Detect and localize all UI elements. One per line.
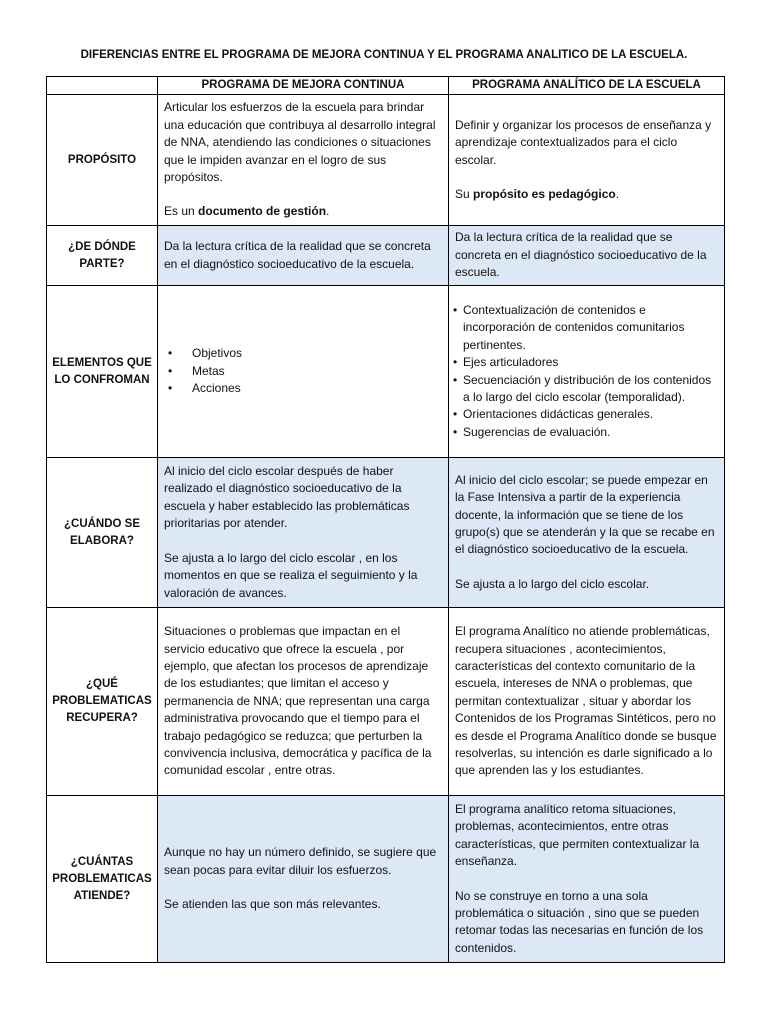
elementos-pa-list [455, 302, 718, 441]
list-item: • Objetivos [168, 345, 442, 362]
row-proposito [47, 95, 725, 226]
proposito-pa-note: Su propósito es pedagógico. [455, 186, 620, 201]
row-elementos [47, 286, 725, 458]
empty-header-cell [47, 77, 158, 95]
cell-elementos-pmc [158, 286, 449, 458]
cell-cuando-pa [449, 458, 725, 608]
cuando-pa-text: Al inicio del ciclo escolar; se puede empezar en la Fase Intensiva a partir de la experiencia docente, la información que se tiene de los grupo(s) que se atenderán y la que se recabe en el diagnóstico socioeducativo de la escuela. [455, 472, 715, 557]
cell-proposito-pa [449, 95, 725, 226]
row-label-proposito: PROPÓSITO [47, 95, 158, 226]
cuantas-pmc-note: Se atienden las que son más relevantes. [164, 897, 381, 912]
row-cuando [47, 458, 725, 608]
cuantas-pa-note: No se construye en torno a una sola problemática o situación , sino que se pueden retomar todas las necesarias en función de los contenidos. [455, 888, 704, 955]
cuando-pa-note: Se ajusta a lo largo del ciclo escolar. [455, 576, 650, 591]
proposito-pa-text: Definir y organizar los procesos de enseñanza y aprendizaje contextualizados para el ciclo escolar. [455, 117, 712, 167]
header-programa-analitico: PROGRAMA ANALÍTICO DE LA ESCUELA [449, 77, 725, 95]
list-item: • Secuenciación y distribución de los contenidos a lo largo del ciclo escolar (temporalidad). [455, 372, 718, 407]
row-label-cuando: ¿CUÁNDO SE ELABORA? [47, 458, 158, 608]
cell-cuantas-pa [449, 796, 725, 963]
comparison-table [46, 76, 725, 963]
row-donde-parte [47, 226, 725, 286]
list-item: • Sugerencias de evaluación. [455, 424, 718, 441]
row-label-donde-parte: ¿DE DÓNDE PARTE? [47, 226, 158, 286]
cell-donde-pa: Da la lectura crítica de la realidad que se concreta en el diagnóstico socioeducativo de la escuela. [449, 226, 725, 286]
header-mejora-continua: PROGRAMA DE MEJORA CONTINUA [158, 77, 449, 95]
cell-elementos-pa [449, 286, 725, 458]
list-item: • Ejes articuladores [455, 354, 718, 371]
cuando-pmc-note: Se ajusta a lo largo del ciclo escolar , en los momentos en que se realiza el seguimiento y la valoración de avances. [164, 550, 418, 600]
cell-problematicas-pmc: Situaciones o problemas que impactan en el servicio educativo que ofrece la escuela , por ejemplo, que afectan los procesos de aprendizaje de los estudiantes; que limitan el acceso y permanencia de NNA; que representan una carga administrativa provocando que el tiempo para el trabajo pedagógico se reduzca; que perturben la convivencia inclusiva, democrática y pacífica de la comunidad escolar , entre otras. [158, 608, 449, 796]
row-label-cuantas: ¿CUÁNTAS PROBLEMATICAS ATIENDE? [47, 796, 158, 963]
row-label-elementos: ELEMENTOS QUE LO CONFROMAN [47, 286, 158, 458]
cell-cuantas-pmc [158, 796, 449, 963]
cell-donde-pmc: Da la lectura crítica de la realidad que se concreta en el diagnóstico socioeducativo de la escuela. [158, 226, 449, 286]
row-problematicas [47, 608, 725, 796]
proposito-pmc-note: Es un documento de gestión. [164, 204, 330, 219]
proposito-pmc-text: Articular los esfuerzos de la escuela para brindar una educación que contribuya al desarrollo integral de NNA, atendiendo las condiciones o situaciones que le impiden avanzar en el logro de sus propósitos. [164, 100, 436, 184]
list-item: • Metas [168, 363, 442, 380]
row-cuantas [47, 796, 725, 963]
row-label-problematicas: ¿QUÉ PROBLEMATICAS RECUPERA? [47, 608, 158, 796]
cell-problematicas-pa: El programa Analítico no atiende problemáticas, recupera situaciones , acontecimientos, características del contexto comunitario de la escuela, intereses de NNA o problemas, que permitan contextualizar , situar y abordar los Contenidos de los Programas Sintéticos, pero no es desde el Programa Analítico donde se busque resolverlas, su intención es darle significado a lo que aprenden las y los estudiantes. [449, 608, 725, 796]
elementos-pmc-list [164, 345, 442, 397]
list-item: • Acciones [168, 380, 442, 397]
cuantas-pmc-text: Aunque no hay un número definido, se sugiere que sean pocas para evitar diluir los esfuerzos. [164, 845, 437, 877]
document-title: DIFERENCIAS ENTRE EL PROGRAMA DE MEJORA CONTINUA Y EL PROGRAMA ANALITICO DE LA ESCUELA. [80, 49, 688, 61]
cell-proposito-pmc [158, 95, 449, 226]
cuantas-pa-text: El programa analítico retoma situaciones, problemas, acontecimientos, entre otras características, que permiten contextualizar la enseñanza. [455, 801, 700, 869]
cell-cuando-pmc [158, 458, 449, 608]
list-item: • Orientaciones didácticas generales. [455, 406, 718, 423]
list-item: • Contextualización de contenidos e incorporación de contenidos comunitarios pertinentes. [455, 302, 718, 354]
cuando-pmc-text: Al inicio del ciclo escolar después de haber realizado el diagnóstico socioeducativo de la escuela y haber establecido las problemáticas prioritarias por atender. [164, 464, 410, 531]
header-row [47, 77, 725, 95]
